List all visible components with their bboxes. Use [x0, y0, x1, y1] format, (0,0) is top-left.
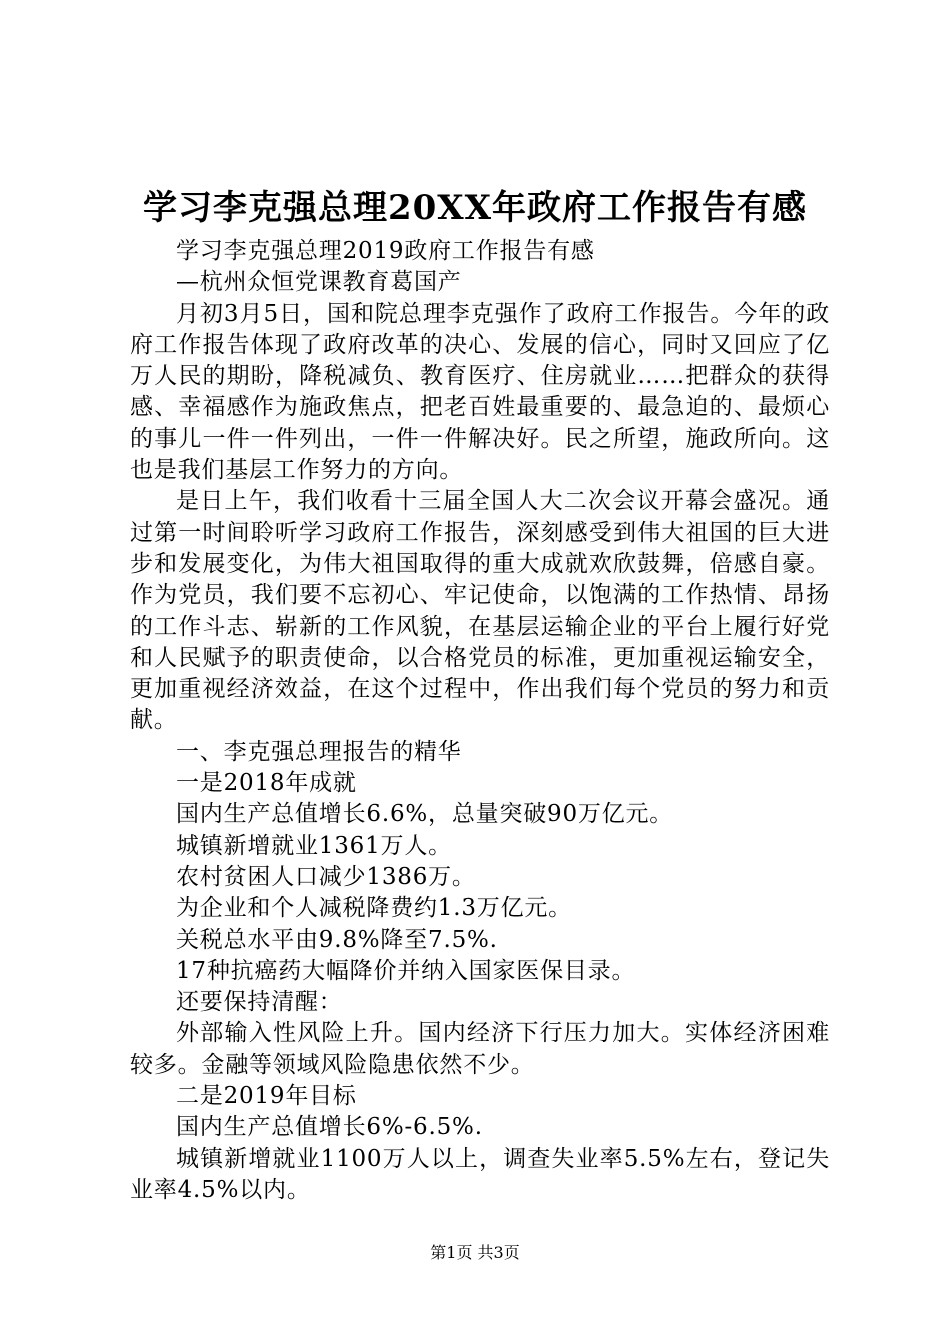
paragraph: 国内生产总值增长6.6%，总量突破90万亿元。 — [176, 801, 674, 828]
paragraph: 17种抗癌药大幅降价并纳入国家医保目录。 — [176, 957, 636, 984]
section-heading: 一、李克强总理报告的精华 — [176, 738, 462, 765]
paragraph: 农村贫困人口减少1386万。 — [176, 863, 476, 890]
paragraph: 关税总水平由9.8%降至7.5%. — [176, 926, 498, 953]
document-title: 学习李克强总理20XX年政府工作报告有感 — [142, 188, 808, 228]
paragraph: 月初3月5日，国和院总理李克强作了政府工作报告。今年的政府工作报告体现了政府改革的决心、发展的信心，同时又回应了亿万人民的期盼，降税减负、教育医疗、住房就业……把群众的获得感、幸福感作为施政焦点，把老百姓最重要的、最急迫的、最烦心的事儿一件一件列出，一件一件解决好。民之所望，施政所向。这也是我们基层工作努力的方向。 — [130, 300, 830, 484]
document-body — [130, 236, 830, 1206]
subsection-heading: 一是2018年成就 — [176, 770, 357, 797]
subsection-heading: 二是2019年目标 — [176, 1083, 357, 1110]
paragraph: 城镇新增就业1100万人以上，调查失业率5.5%左右，登记失业率4.5%以内。 — [130, 1145, 830, 1203]
paragraph: 为企业和个人减税降费约1.3万亿元。 — [176, 895, 572, 922]
paragraph: 学习李克强总理2019政府工作报告有感 — [176, 238, 595, 264]
paragraph: 是日上午，我们收看十三届全国人大二次会议开幕会盛况。通过第一时间聆听学习政府工作报告，深刻感受到伟大祖国的巨大进步和发展变化，为伟大祖国取得的重大成就欢欣鼓舞，倍感自豪。作为党员，我们要不忘初心、牢记使命，以饱满的工作热情、昂扬的工作斗志、崭新的工作风貌，在基层运输企业的平台上履行好党和人民赋予的职责使命，以合格党员的标准，更加重视运输安全，更加重视经济效益，在这个过程中，作出我们每个党员的努力和贡献。 — [130, 488, 830, 734]
paragraph: 外部输入性风险上升。国内经济下行压力加大。实体经济困难较多。金融等领域风险隐患依然不少。 — [130, 1020, 830, 1078]
page-footer: 第1页 共3页 — [430, 1243, 520, 1262]
paragraph: 国内生产总值增长6%-6.5%. — [176, 1114, 483, 1141]
paragraph: 还要保持清醒： — [176, 989, 343, 1016]
paragraph: —杭州众恒党课教育葛国产 — [176, 269, 462, 296]
paragraph: 城镇新增就业1361万人。 — [176, 832, 452, 859]
